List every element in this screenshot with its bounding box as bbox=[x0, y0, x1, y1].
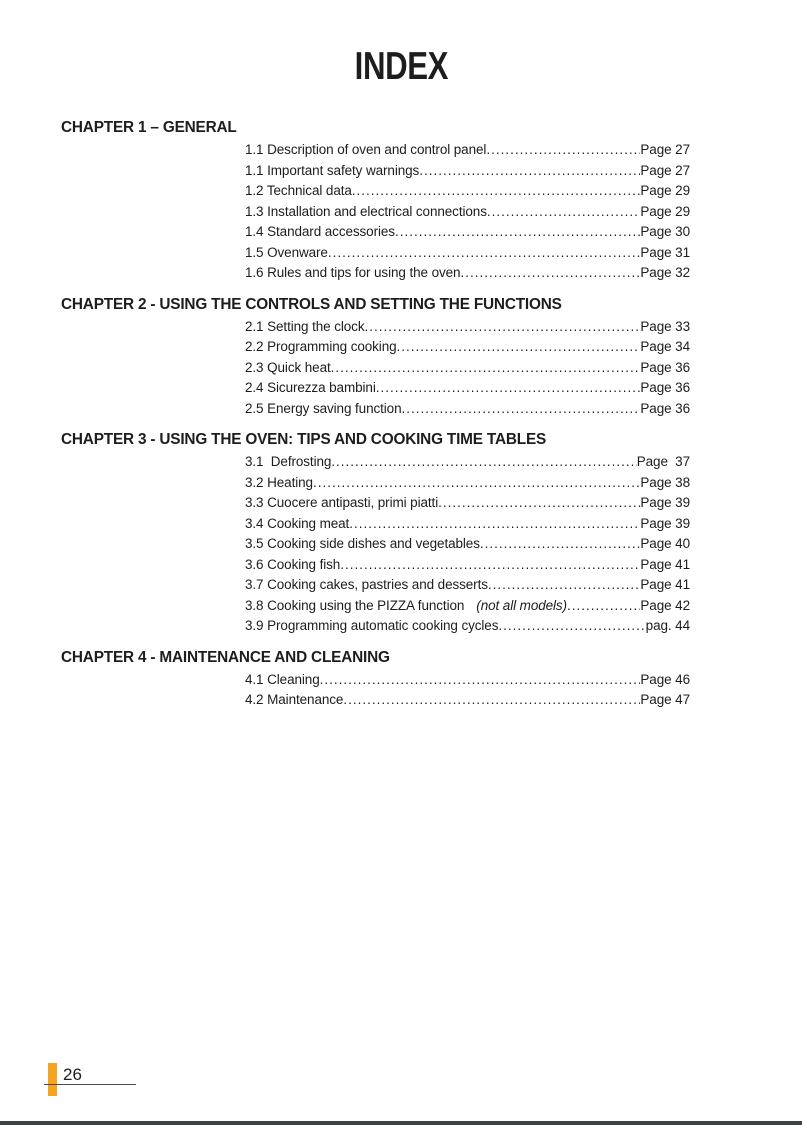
entry-label: 2.3 Quick heat bbox=[245, 359, 331, 375]
dot-leader bbox=[487, 202, 641, 223]
entry-page: Page 47 bbox=[640, 692, 690, 707]
toc-entry bbox=[245, 575, 690, 596]
page-title bbox=[0, 0, 802, 87]
toc-entry bbox=[245, 337, 690, 358]
chapter-heading: CHAPTER 2 - USING THE CONTROLS AND SETTING THE FUNCTIONS bbox=[61, 295, 562, 313]
dot-leader bbox=[488, 575, 641, 596]
toc-entry bbox=[245, 596, 690, 617]
entry-label: 2.1 Setting the clock bbox=[245, 318, 365, 334]
dot-leader bbox=[343, 690, 640, 711]
entry-page: Page 30 bbox=[640, 224, 690, 239]
dot-leader bbox=[498, 616, 645, 637]
entry-page: Page 33 bbox=[640, 318, 690, 334]
entry-page: Page 39 bbox=[640, 515, 690, 531]
dot-leader bbox=[486, 140, 640, 161]
entry-page: Page 31 bbox=[640, 244, 690, 260]
chapter-entries bbox=[61, 670, 690, 711]
toc-section bbox=[61, 649, 690, 711]
entry-page: Page 37 bbox=[636, 454, 690, 469]
bottom-rule bbox=[0, 1121, 802, 1125]
toc-entry bbox=[245, 534, 690, 555]
entry-page: pag. 44 bbox=[645, 618, 690, 633]
dot-leader bbox=[480, 534, 641, 555]
toc-entry bbox=[245, 243, 690, 264]
entry-label: 3.6 Cooking fish bbox=[245, 556, 341, 572]
entry-page: Page 41 bbox=[640, 577, 690, 592]
entry-page: Page 42 bbox=[640, 597, 690, 613]
dot-leader bbox=[438, 493, 640, 514]
dot-leader bbox=[349, 514, 640, 535]
toc-entry bbox=[245, 317, 690, 338]
entry-label: 4.2 Maintenance bbox=[245, 692, 344, 707]
entry-label: 1.4 Standard accessories bbox=[245, 224, 395, 239]
entry-label: 1.1 Important safety warnings bbox=[245, 162, 420, 178]
chapter-entries bbox=[61, 452, 690, 637]
dot-leader bbox=[567, 596, 640, 617]
entry-page: Page 29 bbox=[640, 183, 690, 198]
dot-leader bbox=[313, 473, 640, 494]
dot-leader bbox=[340, 555, 640, 576]
toc-entry bbox=[245, 202, 690, 223]
entry-page: Page 27 bbox=[640, 142, 690, 157]
entry-label: 3.4 Cooking meat bbox=[245, 515, 350, 531]
toc-section bbox=[61, 119, 690, 284]
dot-leader bbox=[328, 243, 641, 264]
toc-entry bbox=[245, 181, 690, 202]
entry-label: 3.1 Defrosting bbox=[245, 454, 332, 469]
entry-label: 1.2 Technical data bbox=[245, 183, 352, 198]
entry-page: Page 41 bbox=[640, 556, 690, 572]
toc-entry bbox=[245, 140, 690, 161]
entry-page: Page 46 bbox=[640, 671, 690, 687]
toc-entry bbox=[245, 690, 690, 711]
toc-entry bbox=[245, 263, 690, 284]
toc-entry bbox=[245, 616, 690, 637]
toc-section bbox=[61, 296, 690, 420]
entry-note: (not all models) bbox=[476, 597, 567, 613]
entry-label: 1.3 Installation and electrical connections bbox=[245, 203, 487, 219]
chapter-heading: CHAPTER 3 - USING THE OVEN: TIPS AND COOKING TIME TABLES bbox=[61, 431, 547, 448]
entry-label: 2.5 Energy saving function bbox=[245, 400, 402, 416]
dot-leader bbox=[460, 263, 640, 284]
entry-label: 1.5 Ovenware bbox=[245, 244, 328, 260]
toc-entry bbox=[245, 555, 690, 576]
entry-page: Page 36 bbox=[640, 400, 690, 416]
footer-rule bbox=[44, 1084, 136, 1085]
toc-entry bbox=[245, 514, 690, 535]
toc-section bbox=[61, 431, 690, 637]
dot-leader bbox=[364, 317, 640, 338]
toc-entry bbox=[245, 493, 690, 514]
chapter-heading: CHAPTER 4 - MAINTENANCE AND CLEANING bbox=[61, 648, 390, 666]
entry-label: 3.5 Cooking side dishes and vegetables bbox=[245, 536, 480, 551]
toc-entry bbox=[245, 358, 690, 379]
entry-page: Page 32 bbox=[640, 265, 690, 280]
dot-leader bbox=[331, 452, 636, 473]
dot-leader bbox=[320, 670, 641, 691]
dot-leader bbox=[395, 222, 640, 243]
chapter-heading: CHAPTER 1 – GENERAL bbox=[61, 119, 237, 136]
toc-entry bbox=[245, 473, 690, 494]
dot-leader bbox=[376, 378, 641, 399]
chapter-entries bbox=[61, 317, 690, 420]
dot-leader bbox=[402, 399, 641, 420]
entry-label: 3.8 Cooking using the PIZZA function bbox=[245, 597, 465, 613]
entry-label: 3.2 Heating bbox=[245, 474, 313, 490]
dot-leader bbox=[397, 337, 641, 358]
entry-label: 4.1 Cleaning bbox=[245, 671, 320, 687]
toc-entry bbox=[245, 399, 690, 420]
page-title-text: INDEX bbox=[354, 45, 448, 88]
footer-page-number: 26 bbox=[63, 1065, 82, 1084]
entry-page: Page 34 bbox=[640, 339, 690, 354]
toc-entry bbox=[245, 452, 690, 473]
entry-page: Page 38 bbox=[640, 474, 690, 490]
entry-label: 1.1 Description of oven and control panel bbox=[245, 142, 487, 157]
entry-label: 3.9 Programming automatic cooking cycles bbox=[245, 618, 499, 633]
toc-entry bbox=[245, 161, 690, 182]
entry-label: 3.3 Cuocere antipasti, primi piatti bbox=[245, 495, 439, 510]
dot-leader bbox=[331, 358, 641, 379]
entry-page: Page 40 bbox=[640, 536, 690, 551]
entry-page: Page 36 bbox=[640, 359, 690, 375]
entry-label: 3.7 Cooking cakes, pastries and desserts bbox=[245, 577, 488, 592]
entry-label: 2.2 Programming cooking bbox=[245, 339, 397, 354]
entry-page: Page 27 bbox=[640, 162, 690, 178]
entry-label: 2.4 Sicurezza bambini bbox=[245, 380, 376, 395]
chapter-entries bbox=[61, 140, 690, 284]
dot-leader bbox=[352, 181, 641, 202]
dot-leader bbox=[419, 161, 640, 182]
toc-entry bbox=[245, 670, 690, 691]
entry-label: 1.6 Rules and tips for using the oven bbox=[245, 265, 461, 280]
entry-page: Page 36 bbox=[640, 380, 690, 395]
entry-page: Page 39 bbox=[640, 495, 690, 510]
toc-entry bbox=[245, 222, 690, 243]
footer-accent-bar bbox=[48, 1063, 57, 1096]
toc-sections bbox=[61, 119, 690, 711]
entry-page: Page 29 bbox=[640, 203, 690, 219]
toc-entry bbox=[245, 378, 690, 399]
